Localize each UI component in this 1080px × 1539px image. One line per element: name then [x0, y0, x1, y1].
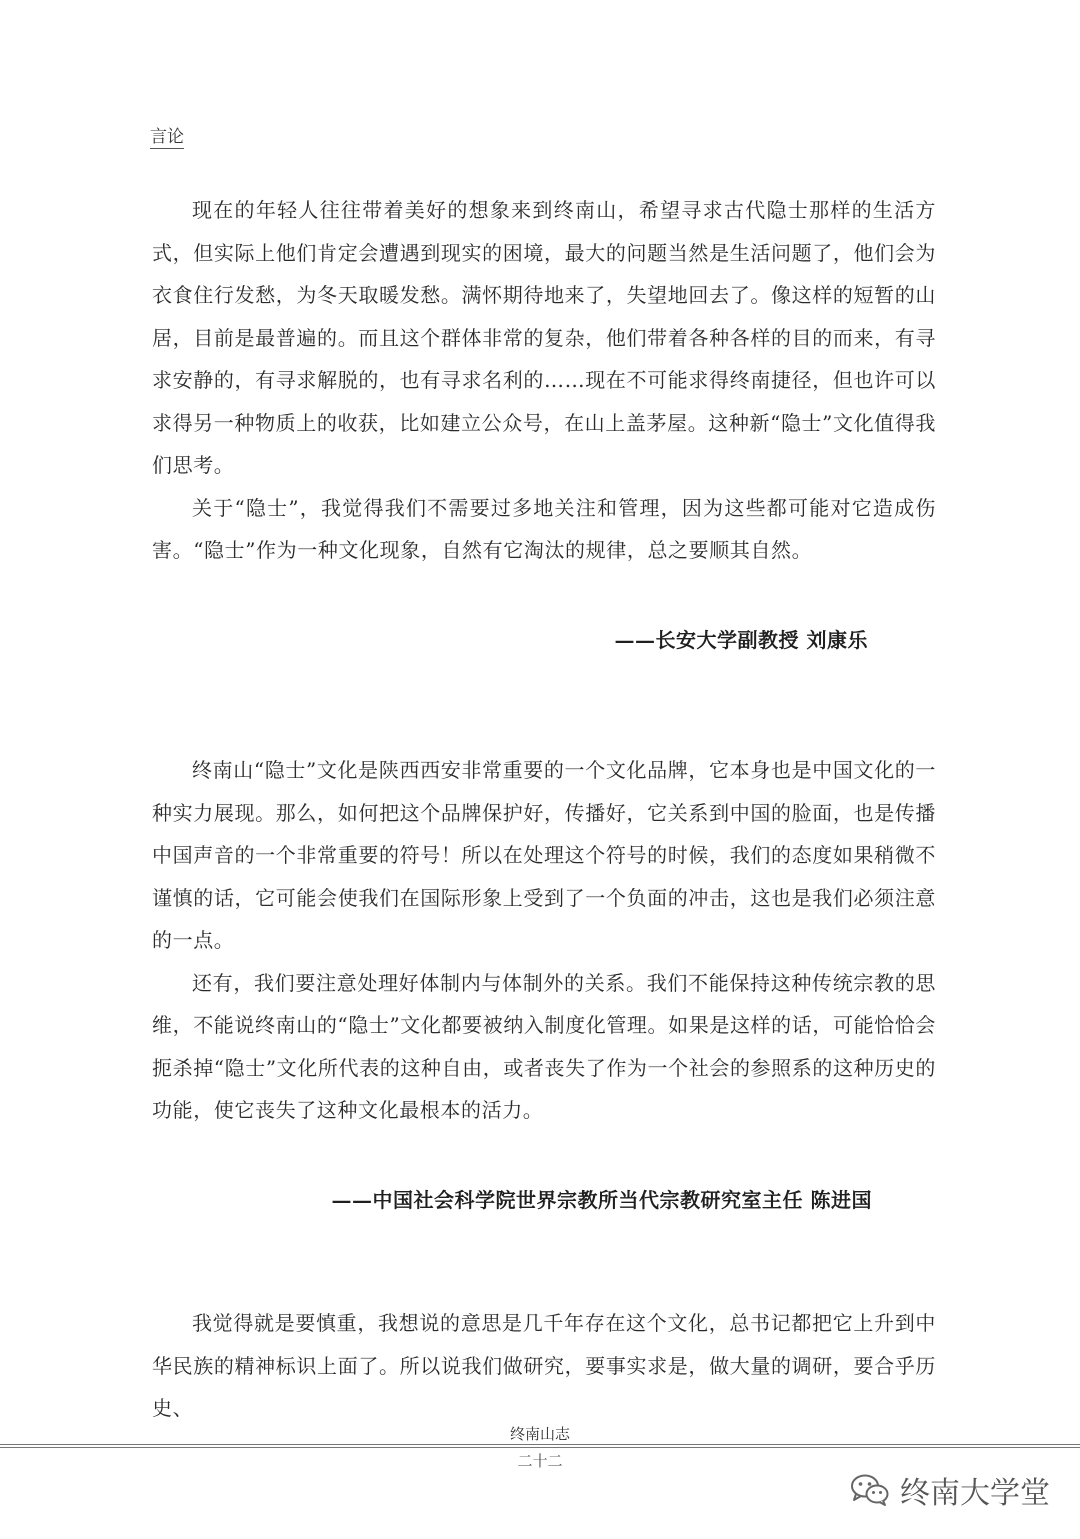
- watermark: [850, 1468, 1050, 1512]
- paragraph: 关于“隐士”，我觉得我们不需要过多地关注和管理，因为这些都可能对它造成伤害。“隐士”作为一种文化现象，自然有它淘汰的规律，总之要顺其自然。: [152, 495, 936, 562]
- article-section-1: [152, 189, 936, 572]
- paragraph: 现在的年轻人往往带着美好的想象来到终南山，希望寻求古代隐士那样的生活方式，但实际上他们肯定会遭遇到现实的困境，最大的问题当然是生活问题了，他们会为衣食住行发愁，为冬天取暖发愁。满怀期待地来了，失望地回去了。像这样的短暂的山居，目前是最普遍的。而且这个群体非常的复杂，他们带着各种各样的目的而来，有寻求安静的，有寻求解脱的，也有寻求名利的……现在不可能求得终南捷径，但也许可以求得另一种物质上的收获，比如建立公众号，在山上盖茅屋。这种新“隐士”文化值得我们思考。: [152, 198, 936, 477]
- page-number: 二十二: [517, 1452, 563, 1470]
- paragraph: 还有，我们要注意处理好体制内与体制外的关系。我们不能保持这种传统宗教的思维，不能说终南山的“隐士”文化都要被纳入制度化管理。如果是这样的话，可能恰恰会扼杀掉“隐士”文化所代表的这种自由，或者丧失了作为一个社会的参照系的这种历史的功能，使它丧失了这种文化最根本的活力。: [152, 970, 936, 1122]
- paragraph: 我觉得就是要慎重，我想说的意思是几千年存在这个文化，总书记都把它上升到中华民族的精神标识上面了。所以说我们做研究，要事实求是，做大量的调研，要合乎历史、: [152, 1311, 936, 1420]
- attribution-chen-jinguo: ——中国社会科学院世界宗教所当代宗教研究室主任 陈进国: [331, 1188, 872, 1212]
- footer-publication-title: 终南山志: [509, 1425, 570, 1443]
- article-section-2: [152, 749, 936, 1132]
- paragraph: 终南山“隐士”文化是陕西西安非常重要的一个文化品牌，它本身也是中国文化的一种实力展现。那么，如何把这个品牌保护好，传播好，它关系到中国的脸面，也是传播中国声音的一个非常重要的符号！所以在处理这个符号的时候，我们的态度如果稍微不谨慎的话，它可能会使我们在国际形象上受到了一个负面的冲击，这也是我们必须注意的一点。: [152, 758, 936, 952]
- footer-rule-top: [0, 1444, 1080, 1445]
- article-section-3: [152, 1302, 936, 1430]
- attribution-liu-kangle: ——长安大学副教授 刘康乐: [614, 628, 868, 652]
- footer-rule-bottom: [0, 1447, 1080, 1448]
- section-label: 言论: [150, 127, 184, 147]
- wechat-icon: [850, 1473, 890, 1507]
- watermark-text: 终南大学堂: [900, 1476, 1050, 1511]
